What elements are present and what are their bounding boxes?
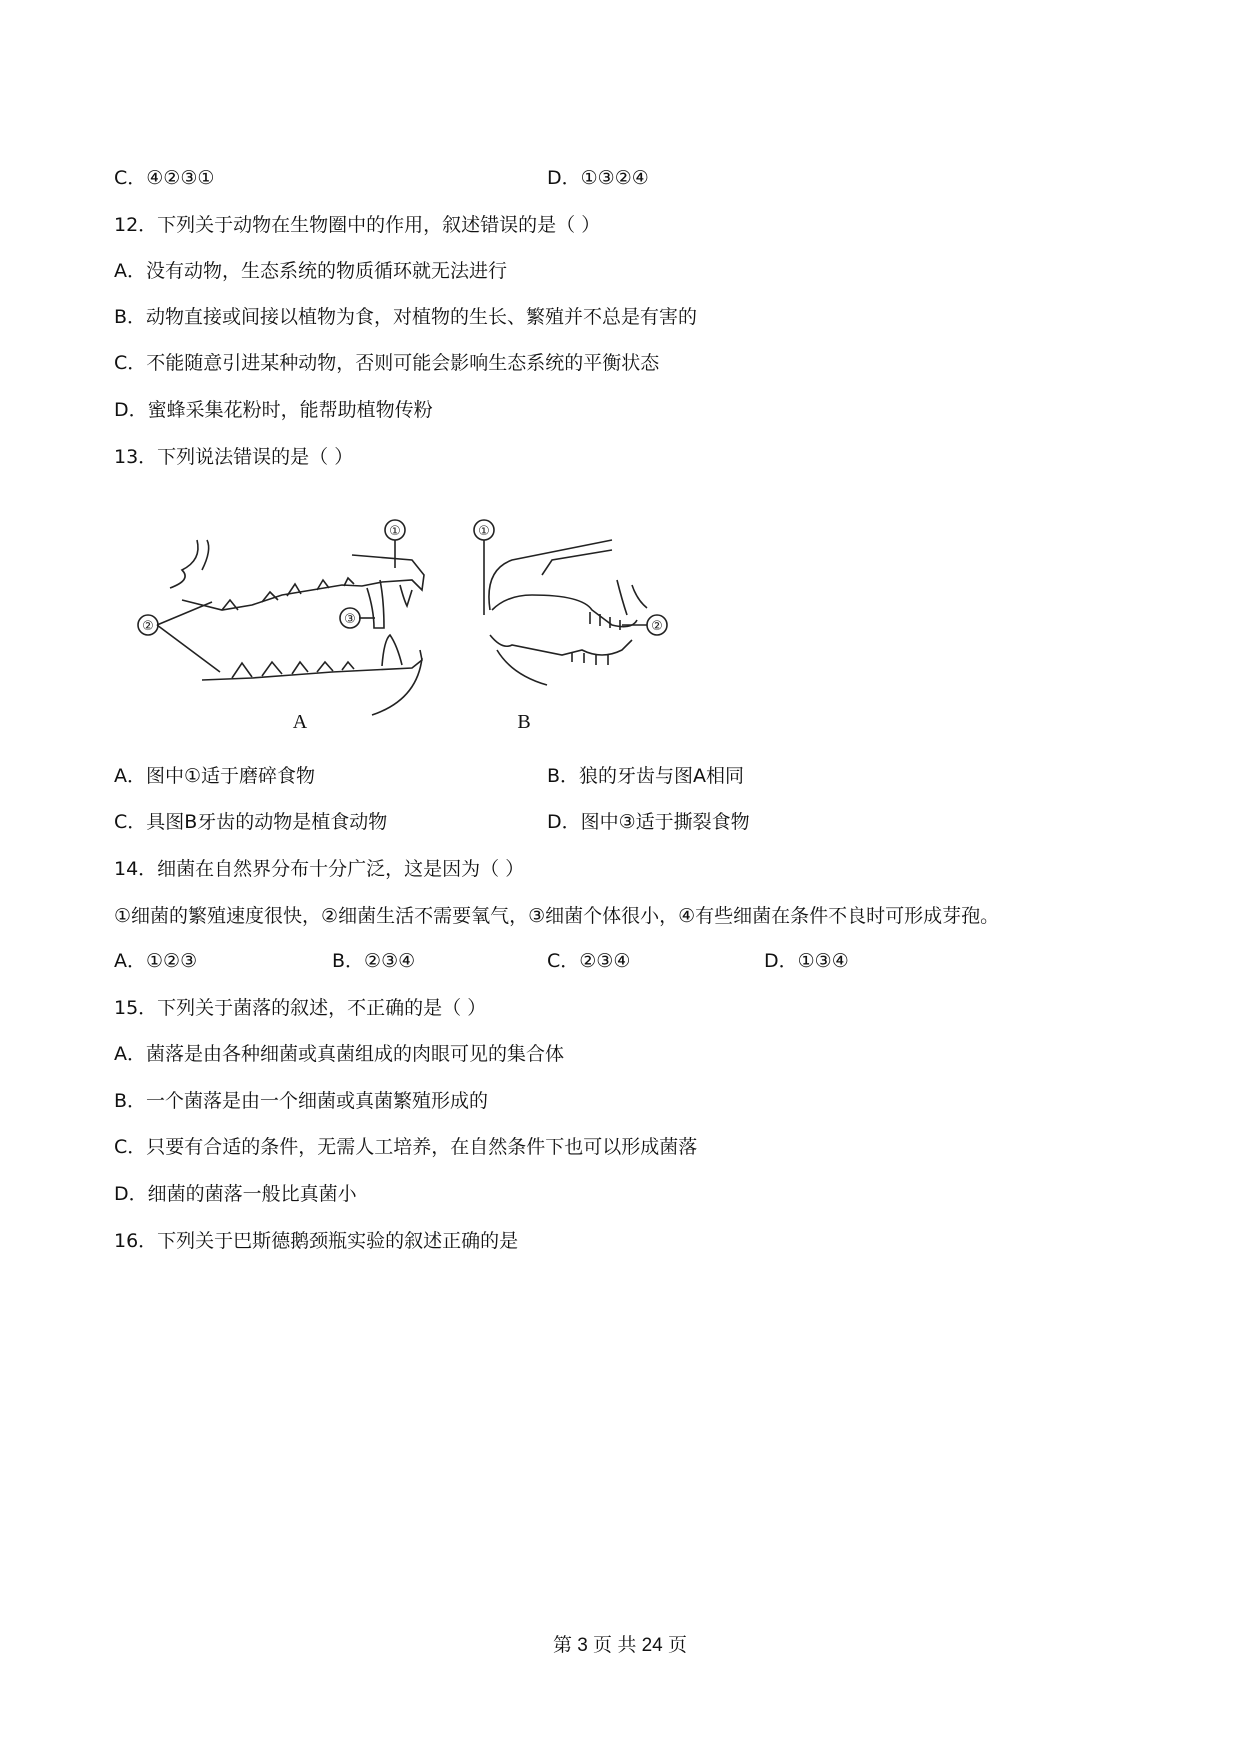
q14-stem: 14．细菌在自然界分布十分广泛，这是因为（ ） bbox=[114, 858, 525, 880]
q16-stem: 16．下列关于巴斯德鹅颈瓶实验的叙述正确的是 bbox=[114, 1230, 519, 1252]
q12-option-a: A．没有动物，生态系统的物质循环就无法进行 bbox=[114, 260, 507, 282]
q12-option-b: B．动物直接或间接以植物为食，对植物的生长、繁殖并不总是有害的 bbox=[114, 306, 698, 328]
q13-option-d: D．图中③适于撕裂食物 bbox=[547, 811, 750, 833]
figure-label-b: B bbox=[517, 711, 531, 733]
q12-option-c: C．不能随意引进某种动物，否则可能会影响生态系统的平衡状态 bbox=[114, 352, 660, 374]
q13-option-a: A．图中①适于磨碎食物 bbox=[114, 765, 316, 787]
mark-1-a: ① bbox=[389, 524, 401, 539]
q13-option-c: C．具图B牙齿的动物是植食动物 bbox=[114, 811, 388, 833]
q15-option-b: B．一个菌落是由一个细菌或真菌繁殖形成的 bbox=[114, 1090, 489, 1112]
q13-option-b: B．狼的牙齿与图A相同 bbox=[547, 765, 745, 787]
q14-option-a: A．①②③ bbox=[114, 950, 198, 972]
mark-1-b: ① bbox=[478, 524, 490, 539]
q14-option-b: B．②③④ bbox=[332, 950, 416, 972]
page-footer: 第 3 页 共 24 页 bbox=[552, 1635, 688, 1656]
mark-2-b: ② bbox=[651, 619, 663, 634]
q14-option-d: D．①③④ bbox=[764, 950, 849, 972]
q11-option-c: C．④②③① bbox=[114, 167, 215, 189]
figure-label-a: A bbox=[292, 711, 308, 733]
q11-option-d: D．①③②④ bbox=[547, 167, 649, 189]
mark-2-a: ② bbox=[142, 619, 154, 634]
mark-3-a: ③ bbox=[344, 612, 356, 627]
q14-option-c: C．②③④ bbox=[547, 950, 631, 972]
teeth-diagram bbox=[112, 500, 663, 740]
q15-option-c: C．只要有合适的条件，无需人工培养，在自然条件下也可以形成菌落 bbox=[114, 1136, 698, 1158]
q14-statement: ①细菌的繁殖速度很快，②细菌生活不需要氧气，③细菌个体很小，④有些细菌在条件不良时可形成芽孢。 bbox=[114, 905, 1000, 927]
q15-option-d: D．细菌的菌落一般比真菌小 bbox=[114, 1183, 357, 1205]
q12-stem: 12．下列关于动物在生物圈中的作用，叙述错误的是（ ） bbox=[114, 214, 601, 236]
q13-stem: 13．下列说法错误的是（ ） bbox=[114, 446, 354, 468]
q15-stem: 15．下列关于菌落的叙述，不正确的是（ ） bbox=[114, 997, 487, 1019]
q12-option-d: D．蜜蜂采集花粉时，能帮助植物传粉 bbox=[114, 399, 433, 421]
q15-option-a: A．菌落是由各种细菌或真菌组成的肉眼可见的集合体 bbox=[114, 1043, 564, 1065]
